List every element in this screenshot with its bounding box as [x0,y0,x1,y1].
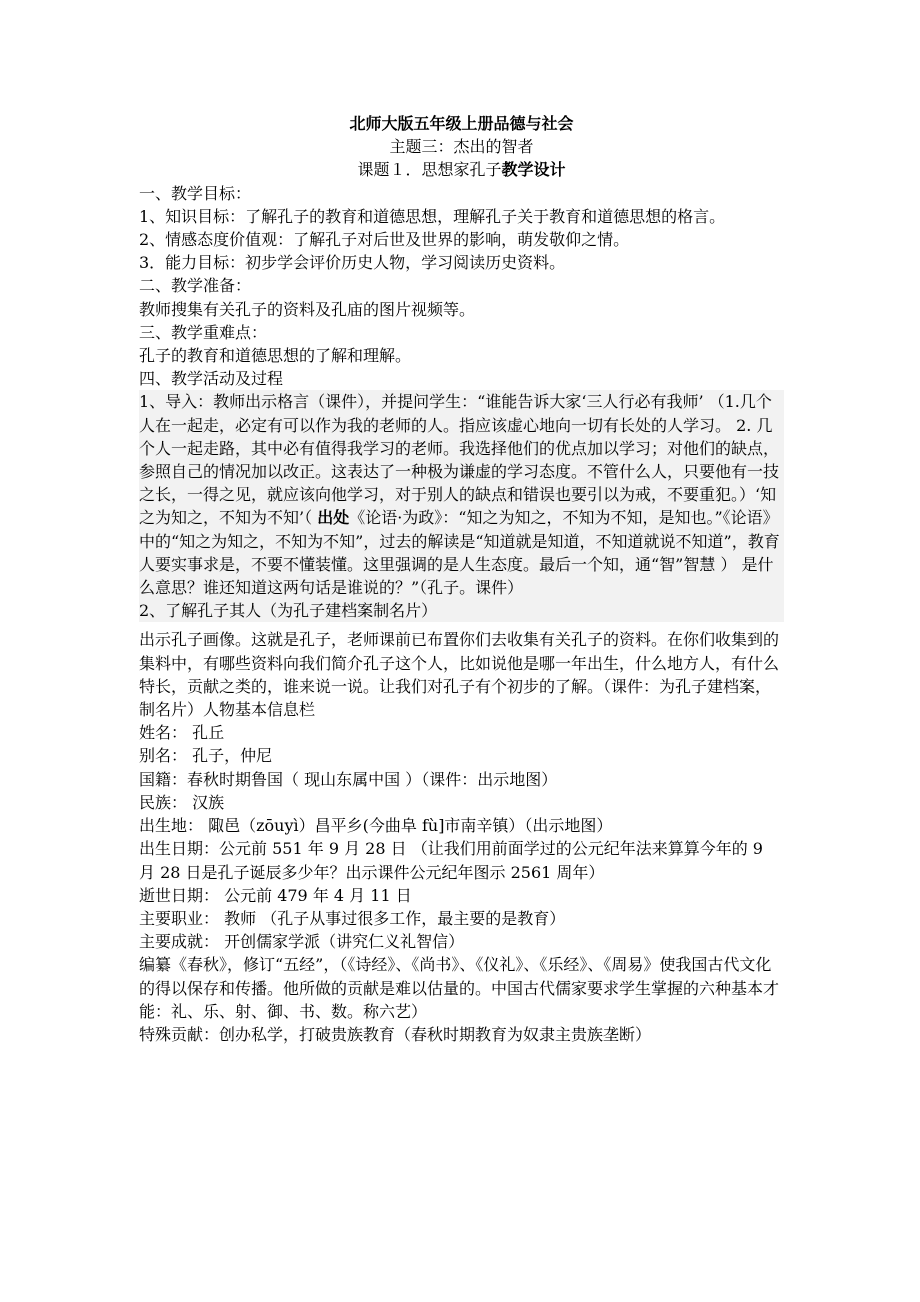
key-text: 孔子的教育和道德思想的了解和理解。 [139,346,412,366]
document-body [139,112,784,1046]
intro-text-a: 1、导入：教师出示格言（课件），并提问学生：“谁能告诉大家‘三人行必有我师’ （1.几个人在一起走，必定有可以作为我的老师的人。指应该虚心地向一切有长处的人学习。 2. 几个人一起走路，其中必有值得我学习的老师。我选择他们的优点加以学习；对他们的缺点，参照自己的情况加以改正。这表达了一种极为谦虚的学习态度。不管什么人，只要他有一技之长，一得之见，就应该向他学习，对于别人的缺点和错误也要引以为戒，不要重犯。）‘知之为知之，不知为不知’（ [139,392,780,528]
profile-value: 汉族 [192,792,225,812]
step2-heading: 2、了解孔子其人（为孔子建档案制名片） [139,601,438,621]
profile-label: 出生日期： [139,839,220,859]
goals-heading: 一、教学目标： [139,183,252,203]
profile-label: 主要成就： [139,932,220,952]
profile-row-birthdate [139,837,784,883]
profile-value: 陬邑（zōuyì）昌平乡(今曲阜 fù]市南辛镇）（出示地图） [208,816,613,836]
profile-label: 姓名： [139,723,188,743]
profile-label: 别名： [139,746,188,766]
profile-label: 主要职业： [139,908,220,928]
intro-paragraph [139,390,784,599]
profile-value: 孔子，仲尼 [192,746,273,766]
profile-value: 春秋时期鲁国（ 现山东属中国 ）（课件：出示地图） [187,769,558,789]
goal-item-2: 2、情感态度价值观：了解孔子对后世及世界的影响，萌发敬仰之情。 [139,230,630,250]
key-heading: 三、教学重难点： [139,322,268,342]
profile-row-deathdate [139,884,784,907]
profile-row-achievement [139,930,784,953]
works-paragraph: 编纂《春秋》，修订“五经”，（《诗经》、《尚书》、《仪礼》、《乐经》、《周易》使我国古代文化的得以保存和传播。他所做的贡献是难以估量的。中国古代儒家要求学生掌握的六种基本才能：礼、乐、射、御、书、数。称六艺） [139,955,780,1021]
profile-row-alias [139,744,784,767]
lesson-prefix: 课题１．思想家孔子 [357,160,502,180]
profile-value: 教师 （孔子从事过很多工作，最主要的是教育） [224,908,566,928]
prep-heading: 二、教学准备： [139,276,252,296]
profile-list [139,721,784,953]
profile-label: 出生地： [139,816,204,836]
lesson-bold: 教学设计 [501,160,566,180]
lesson-line [139,158,784,181]
special-contribution [139,1023,784,1046]
special-value: 创办私学，打破贵族教育（春秋时期教育为奴隶主贵族垄断） [219,1024,652,1044]
process-heading: 四、教学活动及过程 [139,369,284,389]
prep-text: 教师搜集有关孔子的资料及孔庙的图片视频等。 [139,299,476,319]
profile-row-occupation [139,907,784,930]
profile-label: 国籍： [139,769,188,789]
profile-row-nationality [139,768,784,791]
special-label: 特殊贡献： [139,1024,220,1044]
profile-description: 出示孔子画像。这就是孔子，老师课前已布置你们去收集有关孔子的资料。在你们收集到的集料中，有哪些资料向我们简介孔子这个人，比如说他是哪一年出生，什么地方人，有什么特长，贡献之类的，谁来说一说。让我们对孔子有个初步的了解。（课件：为孔子建档案，制名片）人物基本信息栏 [139,630,780,720]
profile-label: 逝世日期： [139,885,220,905]
profile-label: 民族： [139,792,188,812]
goal-item-3: 3．能力目标：初步学会评价历史人物，学习阅读历史资料。 [139,253,566,273]
theme-line: 主题三：杰出的智者 [389,137,534,157]
profile-row-birthplace [139,814,784,837]
profile-row-name [139,721,784,744]
profile-value: 开创儒家学派（讲究仁义礼智信） [224,932,465,952]
profile-value: 公元前 479 年 4 月 11 日 [224,885,412,905]
profile-row-ethnicity [139,791,784,814]
document-title: 北师大版五年级上册品德与社会 [349,114,574,133]
intro-block [139,390,784,622]
intro-source-label: 出处 [317,508,350,528]
profile-value: 孔丘 [192,723,225,743]
profile-value: 公元前 551 年 9 月 28 日 （让我们用前面学过的公元纪年法来算算今年的 9 月 28 日是孔子诞辰多少年？出示课件公元纪年图示 2561 周年） [139,839,763,882]
goal-item-1: 1、知识目标：了解孔子的教育和道德思想，理解孔子关于教育和道德思想的格言。 [139,206,726,226]
intro-text-b: 《论语·为政》：“知之为知之，不知为不知，是知也。”《论语》中的“知之为知之，不知为不知”，过去的解读是“知道就是知道，不知道就说不知道”，教育人要实事求是，不要不懂装懂。这里强调的是人生态度。最后一个知，通“智”智慧 ） 是什么意思？谁还知道这两句话是谁说的？”（孔子。课件） [139,508,780,598]
